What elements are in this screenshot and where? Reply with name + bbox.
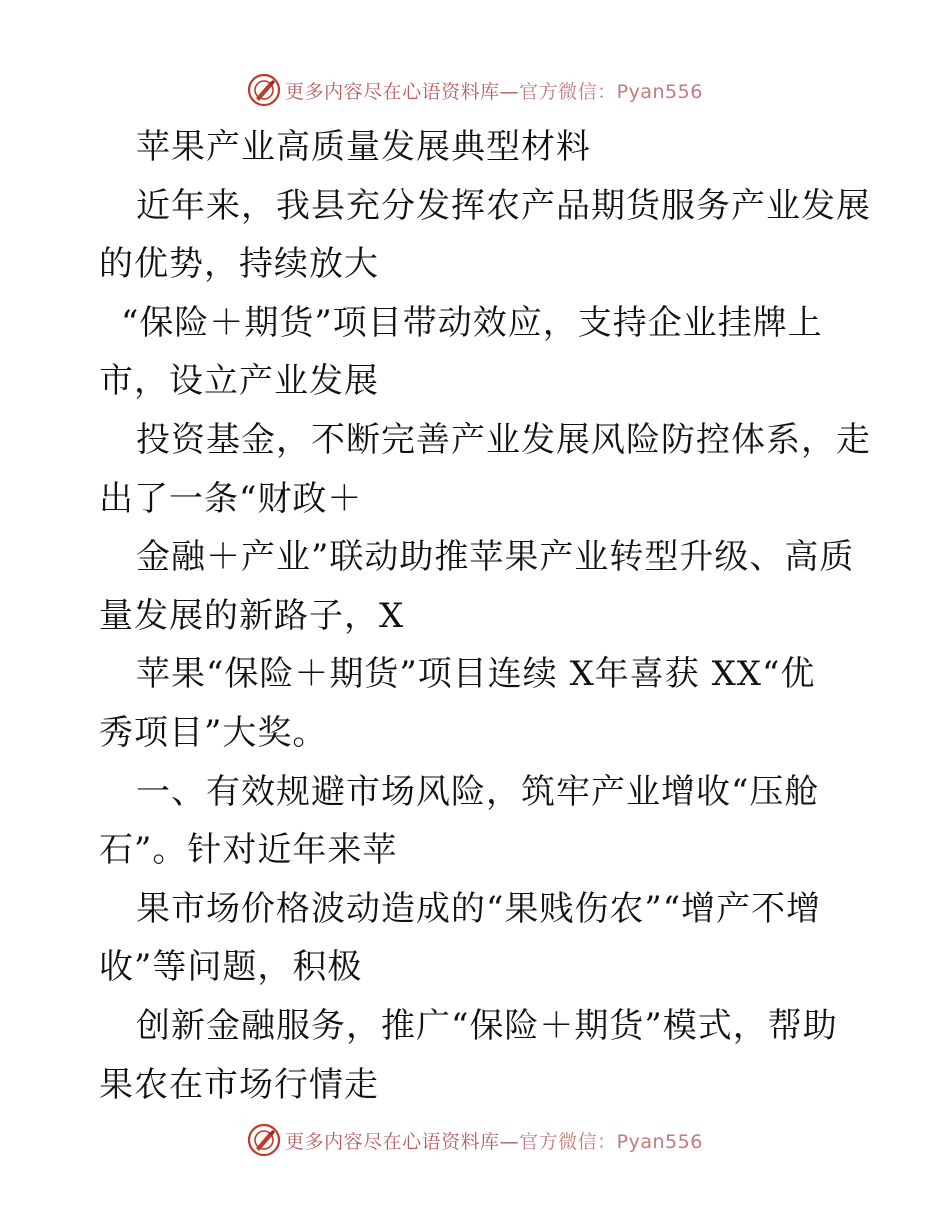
paragraph-line: 市，设立产业发展 [99,361,379,402]
paragraph-line: 石”。针对近年来苹 [99,830,398,871]
footer-wechat-text: 官方微信：Pyan556 [519,1130,703,1153]
paragraph-line: 创新金融服务，推广“保险＋期货”模式，帮助 [136,1005,838,1046]
paragraph-line: 出了一条“财政＋ [99,478,363,519]
header-banner [0,70,950,110]
brand-logo-icon [247,1123,281,1157]
document-body [99,118,871,1114]
footer-banner-text: 更多内容尽在心语资料库— [285,1130,520,1153]
paragraph-line: 苹果“保险＋期货”项目连续 X年喜获 XX“优 [136,654,816,695]
footer-banner [0,1120,950,1160]
paragraph-line: 金融＋产业”联动助推苹果产业转型升级、高质 [136,537,855,578]
paragraph-line: 近年来，我县充分发挥农产品期货服务产业发展 [136,185,871,226]
paragraph-line: 收”等问题，积极 [99,947,363,988]
paragraph-line: 果农在市场行情走 [99,1064,379,1105]
paragraph-line: 一、有效规避市场风险，筑牢产业增收“压舱 [136,771,820,812]
brand-logo-icon [247,73,281,107]
paragraph-line: 秀项目”大奖。 [99,712,328,753]
paragraph-line: 果市场价格波动造成的“果贱伤农”“增产不增 [136,888,822,929]
document-title: 苹果产业高质量发展典型材料 [136,127,591,167]
paragraph-line: 的优势，持续放大 [99,244,379,285]
paragraph-line: 量发展的新路子，X [99,595,405,636]
paragraph-line: 投资基金，不断完善产业发展风险防控体系，走 [136,419,871,460]
header-banner-text: 更多内容尽在心语资料库— [285,80,520,103]
paragraph-line: “保险＋期货”项目带动效应，支持企业挂牌上 [121,302,823,343]
header-wechat-text: 官方微信：Pyan556 [519,80,703,103]
